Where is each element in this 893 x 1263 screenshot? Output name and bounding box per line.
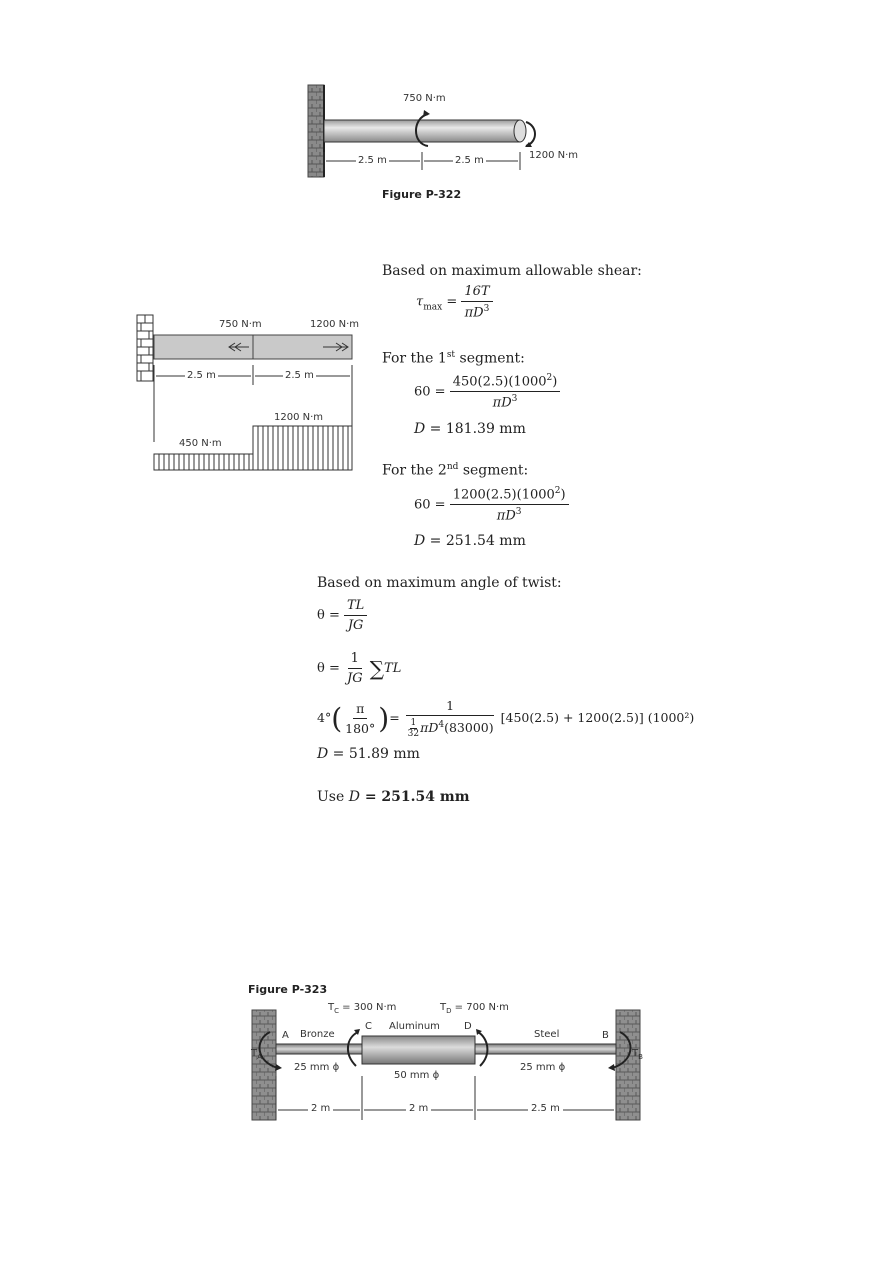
point-d: D [464, 1021, 472, 1032]
use-var: D [348, 789, 360, 805]
eq-equals: = [389, 710, 400, 725]
wall-fixed-support [308, 85, 324, 177]
figure-caption-p323: Figure P-323 [248, 983, 328, 996]
length-steel: 2.5 m [528, 1103, 563, 1114]
use-val: = 251.54 mm [359, 789, 470, 805]
twist-fraction-2 [344, 651, 366, 686]
twist-heading: Based on maximum angle of twist: [317, 575, 562, 591]
seg1-result-var: D [414, 421, 426, 437]
seg2-suffix: segment: [458, 462, 529, 479]
material-steel: Steel [534, 1029, 560, 1040]
seg2-prefix: For the 2 [382, 462, 447, 479]
final-answer [317, 789, 470, 805]
seg2-equation [414, 486, 569, 524]
pi-over-180 [342, 701, 378, 736]
seg1-heading [382, 350, 525, 367]
equals-sign: = [446, 294, 458, 310]
twist-fraction-1 [344, 598, 367, 633]
sigma-symbol: ∑ [369, 656, 385, 681]
twist-result-val: = 51.89 mm [328, 746, 420, 762]
twist-equation: 4°( $\frac{\pi}{180^\circ}$ )= 1 $\frac{1}{32}$ $\pi D^4(83000)$ [450(2.5) + 1200(2.5)] (1000²) [317, 698, 695, 739]
eq-den-frac-num: 1 [410, 718, 417, 728]
length-label-2: 2.5 m [285, 370, 314, 381]
torque-label-750: 750 N·m [403, 93, 446, 104]
twist-formula-1 [317, 598, 367, 633]
seg1-num: 450(2.5)(1000 [452, 374, 547, 390]
seg1-lhs: 60 = [414, 384, 446, 400]
seg2-sup: nd [446, 462, 459, 472]
shear-numerator: 16T [461, 284, 492, 302]
eq-lhs-deg: 4° [317, 710, 332, 725]
shear-denominator: πD [464, 305, 484, 321]
eq-den-mid: πD [420, 720, 439, 735]
seg2-num-exp: 2 [554, 486, 561, 496]
figure-p323 [248, 980, 648, 1130]
td-label: $T_D = 700$ N·m [440, 1002, 509, 1015]
seg1-sup: st [446, 350, 456, 360]
tb-label: $T_B$ [632, 1048, 643, 1061]
torque-diagram-drawing [133, 310, 363, 480]
seg2-result [414, 533, 526, 549]
diameter-bronze: 25 mm ϕ [294, 1062, 340, 1073]
shaft-drawing [300, 80, 610, 190]
seg1-result [414, 421, 526, 437]
segment-1-torque-label: 450 N·m [179, 438, 222, 449]
tau-subscript: max [423, 302, 443, 313]
seg1-prefix: For the 1 [382, 350, 447, 367]
seg1-equation [414, 373, 560, 411]
torque-arrow-end [526, 122, 535, 146]
eq-main-fraction [404, 698, 497, 739]
eq-den-tail: (83000) [444, 720, 494, 735]
seg2-heading [382, 462, 528, 479]
length-aluminum: 2 m [406, 1103, 431, 1114]
torque-label-1200: 1200 N·m [529, 150, 579, 161]
top-torque-label-1200: 1200 N·m [310, 319, 360, 330]
seg1-num-exp: 2 [546, 373, 553, 383]
twist-result [317, 746, 420, 762]
segment-2-torque-label: 1200 N·m [274, 412, 324, 423]
figure-caption-p322: Figure P-322 [382, 188, 462, 201]
seg2-lhs: 60 = [414, 497, 446, 513]
theta-lhs-1: θ = [317, 608, 340, 623]
seg2-den-exp: 3 [515, 507, 522, 518]
aluminum-shaft [362, 1036, 475, 1064]
eq-den-frac-den: 32 [407, 729, 420, 739]
seg2-num-close: ) [560, 487, 566, 503]
length-label-1: 2.5 m [187, 370, 216, 381]
figure-p322 [300, 80, 610, 210]
eq-den-exp: 4 [438, 719, 445, 730]
eq-pi: π [353, 701, 367, 719]
material-aluminum: Aluminum [389, 1021, 440, 1032]
use-prefix: Use [317, 789, 349, 805]
seg1-den-exp: 3 [511, 394, 518, 405]
top-torque-label-750: 750 N·m [219, 319, 262, 330]
twist-f1-den: JG [347, 618, 364, 633]
eq-180: 180° [345, 721, 376, 736]
torque-diagram [133, 310, 363, 480]
shaft [324, 120, 520, 142]
diameter-aluminum: 50 mm ϕ [394, 1070, 440, 1081]
steel-shaft [475, 1044, 616, 1054]
material-bronze: Bronze [300, 1029, 335, 1040]
twist-f2-num: 1 [348, 651, 362, 669]
twist-formula-2 [317, 651, 401, 686]
seg2-num: 1200(2.5)(1000 [452, 487, 555, 503]
point-b: B [602, 1030, 609, 1041]
eq-tail: [450(2.5) + 1200(2.5)] (1000²) [500, 710, 695, 725]
length-bronze: 2 m [308, 1103, 333, 1114]
twist-f2-den: JG [347, 671, 363, 686]
theta-lhs-2: θ = [317, 661, 340, 676]
seg1-fraction [450, 373, 561, 411]
seg2-fraction [450, 486, 569, 524]
seg1-num-close: ) [552, 374, 558, 390]
one-over-32 [407, 718, 420, 739]
twist-f1-num: TL [344, 598, 367, 616]
shear-heading: Based on maximum allowable shear: [382, 263, 642, 279]
seg2-result-val: = 251.54 mm [425, 533, 526, 549]
seg1-suffix: segment: [455, 350, 525, 367]
point-c: C [365, 1021, 372, 1032]
seg1-den: πD [492, 395, 512, 411]
point-a: A [282, 1030, 289, 1041]
length-label-1: 2.5 m [358, 155, 387, 166]
seg1-result-val: = 181.39 mm [425, 421, 526, 437]
shear-formula [416, 284, 493, 320]
length-label-2: 2.5 m [455, 155, 484, 166]
twist-f2-tail: TL [384, 661, 402, 676]
tau-symbol: τ [416, 294, 424, 310]
seg2-den: πD [496, 508, 516, 524]
twist-result-var: D [317, 746, 329, 762]
shear-fraction [461, 284, 492, 320]
seg2-result-var: D [414, 533, 426, 549]
shear-denominator-exp: 3 [483, 304, 490, 314]
tc-label: $T_C = 300$ N·m [328, 1002, 397, 1015]
diameter-steel: 25 mm ϕ [520, 1062, 566, 1073]
ta-label: $T_A$ [251, 1048, 262, 1061]
eq-num: 1 [406, 698, 494, 716]
